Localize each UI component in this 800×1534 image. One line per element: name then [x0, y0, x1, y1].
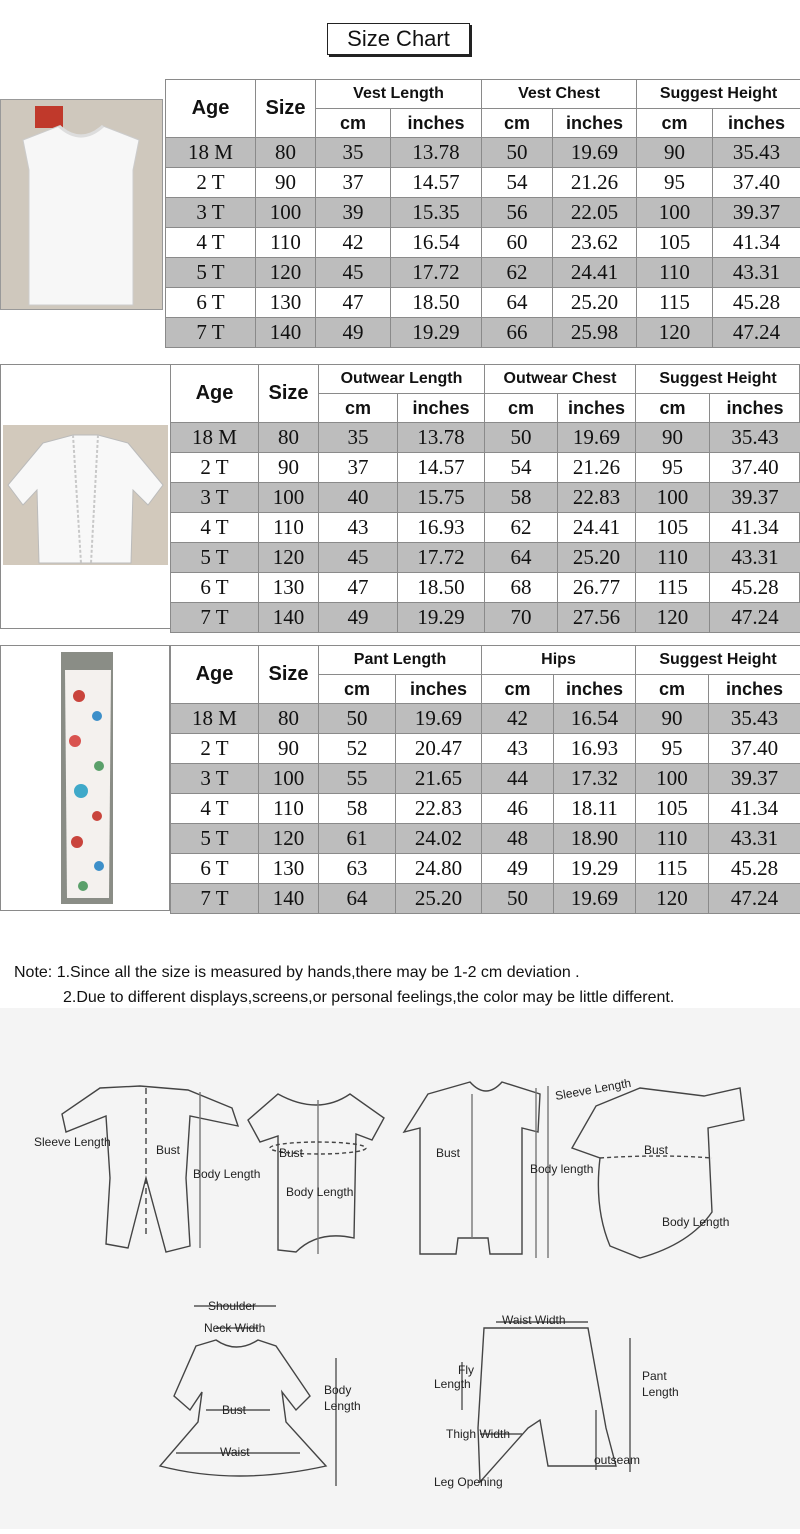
table-cell: 4 T	[171, 794, 259, 824]
unit-header: inches	[710, 394, 800, 423]
unit-header: inches	[554, 675, 636, 704]
table-cell: 23.62	[553, 228, 637, 258]
table-cell: 24.80	[396, 854, 482, 884]
table-cell: 100	[256, 198, 316, 228]
unit-header: inches	[553, 109, 637, 138]
table-cell: 54	[485, 453, 558, 483]
group-header: Vest Chest	[482, 80, 637, 109]
table-cell: 2 T	[171, 453, 259, 483]
table-cell: 35	[316, 138, 391, 168]
table-cell: 7 T	[171, 603, 259, 633]
pants-thigh-label: Thigh Width	[446, 1427, 510, 1441]
table-row	[166, 258, 800, 288]
table-row	[171, 453, 800, 483]
romper-body-label: Body Length	[193, 1167, 260, 1181]
group-header: Vest Length	[316, 80, 482, 109]
table-cell: 70	[485, 603, 558, 633]
dress-body-label: Body	[324, 1383, 351, 1397]
table-row	[171, 854, 800, 884]
table-cell: 130	[256, 288, 316, 318]
table-cell: 6 T	[171, 854, 259, 884]
group-header: Outwear Length	[319, 365, 485, 394]
white-sleeveless-vest-icon	[1, 100, 162, 309]
table-cell: 62	[485, 513, 558, 543]
size-chart-title: Size Chart	[327, 23, 470, 55]
table-cell: 13.78	[391, 138, 482, 168]
table-row	[171, 704, 800, 734]
table-cell: 105	[636, 513, 710, 543]
table-cell: 44	[482, 764, 554, 794]
table-cell: 7 T	[171, 884, 259, 914]
table-cell: 4 T	[171, 513, 259, 543]
shortall-outline-icon	[404, 1082, 540, 1258]
kimono-bust-label: Bust	[644, 1143, 669, 1157]
group-header: Suggest Height	[637, 80, 800, 109]
table-cell: 110	[259, 794, 319, 824]
table-cell: 130	[259, 573, 319, 603]
table-cell: 4 T	[166, 228, 256, 258]
table-row	[166, 198, 800, 228]
table-cell: 50	[319, 704, 396, 734]
dress-shoulder-label: Shoulder	[208, 1299, 256, 1313]
table-cell: 110	[636, 543, 710, 573]
table-cell: 27.56	[558, 603, 636, 633]
table-row	[171, 603, 800, 633]
table-cell: 43.31	[710, 543, 800, 573]
table-cell: 37.40	[709, 734, 800, 764]
shortall-bust-label: Bust	[436, 1146, 461, 1160]
romper-sleeve-label: Sleeve Length	[34, 1135, 111, 1149]
table-cell: 16.54	[554, 704, 636, 734]
measurement-diagram-svg	[0, 1008, 800, 1529]
bodysuit-outline-icon	[248, 1094, 384, 1254]
table-cell: 19.69	[396, 704, 482, 734]
table-cell: 19.29	[398, 603, 485, 633]
table-cell: 24.02	[396, 824, 482, 854]
table-cell: 100	[636, 483, 710, 513]
table-cell: 37	[316, 168, 391, 198]
size-header: Size	[259, 646, 319, 704]
table-cell: 55	[319, 764, 396, 794]
table-cell: 60	[482, 228, 553, 258]
table-cell: 62	[482, 258, 553, 288]
table-cell: 90	[636, 423, 710, 453]
table-cell: 43.31	[709, 824, 800, 854]
table-cell: 19.69	[553, 138, 637, 168]
table-cell: 80	[259, 423, 319, 453]
unit-header: inches	[396, 675, 482, 704]
vest-size-table	[165, 79, 800, 348]
table-cell: 64	[319, 884, 396, 914]
unit-header: cm	[316, 109, 391, 138]
table-cell: 100	[636, 764, 709, 794]
pants-fly-length-label: Length	[434, 1377, 471, 1391]
table-cell: 42	[482, 704, 554, 734]
table-cell: 120	[636, 603, 710, 633]
table-cell: 16.93	[398, 513, 485, 543]
size-header: Size	[259, 365, 319, 423]
note-line-1: Note: 1.Since all the size is measured by hands,there may be 1-2 cm deviation .	[14, 960, 674, 985]
pants-outseam-label: outseam	[594, 1453, 640, 1467]
table-cell: 16.54	[391, 228, 482, 258]
table-cell: 42	[316, 228, 391, 258]
table-cell: 24.41	[553, 258, 637, 288]
table-cell: 105	[636, 794, 709, 824]
pants-leg-opening-label: Leg Opening	[434, 1475, 503, 1489]
unit-header: inches	[713, 109, 800, 138]
table-cell: 95	[636, 453, 710, 483]
table-cell: 25.20	[553, 288, 637, 318]
pants-waist-label: Waist Width	[502, 1313, 566, 1327]
table-cell: 18 M	[171, 704, 259, 734]
table-cell: 61	[319, 824, 396, 854]
table-cell: 35.43	[713, 138, 800, 168]
table-cell: 45	[316, 258, 391, 288]
table-cell: 90	[636, 704, 709, 734]
table-cell: 2 T	[171, 734, 259, 764]
table-cell: 39.37	[713, 198, 800, 228]
table-row	[171, 764, 800, 794]
table-row	[166, 288, 800, 318]
floral-pants-icon	[1, 646, 169, 910]
unit-header: cm	[482, 109, 553, 138]
table-cell: 5 T	[171, 543, 259, 573]
table-cell: 18.90	[554, 824, 636, 854]
pants-pant-label: Pant	[642, 1369, 667, 1383]
table-cell: 49	[316, 318, 391, 348]
table-cell: 41.34	[709, 794, 800, 824]
table-cell: 58	[485, 483, 558, 513]
table-cell: 50	[482, 138, 553, 168]
table-cell: 140	[259, 603, 319, 633]
table-cell: 115	[636, 854, 709, 884]
group-header: Suggest Height	[636, 365, 800, 394]
table-cell: 35.43	[710, 423, 800, 453]
kimono-body-label: Body Length	[662, 1215, 729, 1229]
pants-pant-length-label: Length	[642, 1385, 679, 1399]
table-cell: 110	[636, 824, 709, 854]
table-cell: 6 T	[171, 573, 259, 603]
table-cell: 90	[637, 138, 713, 168]
table-cell: 95	[637, 168, 713, 198]
outwear-size-section	[0, 364, 800, 629]
unit-header: inches	[398, 394, 485, 423]
romper-bust-label: Bust	[156, 1143, 181, 1157]
table-cell: 52	[319, 734, 396, 764]
table-row	[166, 138, 800, 168]
unit-header: cm	[636, 394, 710, 423]
table-cell: 47	[316, 288, 391, 318]
table-cell: 130	[259, 854, 319, 884]
table-cell: 43	[319, 513, 398, 543]
table-cell: 7 T	[166, 318, 256, 348]
table-cell: 47.24	[713, 318, 800, 348]
pants-fly-label: Fly	[458, 1363, 474, 1377]
table-cell: 39.37	[710, 483, 800, 513]
table-cell: 43	[482, 734, 554, 764]
table-cell: 120	[259, 824, 319, 854]
table-cell: 21.26	[558, 453, 636, 483]
table-cell: 90	[256, 168, 316, 198]
group-header: Outwear Chest	[485, 365, 636, 394]
table-cell: 95	[636, 734, 709, 764]
table-cell: 25.20	[396, 884, 482, 914]
unit-header: cm	[485, 394, 558, 423]
measurement-diagrams	[0, 1008, 800, 1529]
table-cell: 49	[319, 603, 398, 633]
group-header: Hips	[482, 646, 636, 675]
table-cell: 24.41	[558, 513, 636, 543]
table-cell: 47.24	[709, 884, 800, 914]
table-cell: 110	[637, 258, 713, 288]
dress-length-label: Length	[324, 1399, 361, 1413]
table-cell: 66	[482, 318, 553, 348]
unit-header: cm	[319, 394, 398, 423]
group-header: Suggest Height	[636, 646, 800, 675]
table-cell: 100	[259, 764, 319, 794]
unit-header: cm	[636, 675, 709, 704]
table-row	[171, 423, 800, 453]
table-cell: 115	[636, 573, 710, 603]
unit-header: cm	[637, 109, 713, 138]
table-cell: 47	[319, 573, 398, 603]
table-cell: 6 T	[166, 288, 256, 318]
table-cell: 18.50	[391, 288, 482, 318]
table-cell: 120	[256, 258, 316, 288]
table-row	[171, 734, 800, 764]
note-line-2: 2.Due to different displays,screens,or personal feelings,the color may be little different.	[14, 985, 674, 1010]
table-cell: 90	[259, 734, 319, 764]
table-cell: 19.29	[554, 854, 636, 884]
table-cell: 50	[485, 423, 558, 453]
table-cell: 18 M	[171, 423, 259, 453]
table-cell: 25.98	[553, 318, 637, 348]
table-cell: 22.05	[553, 198, 637, 228]
table-cell: 19.29	[391, 318, 482, 348]
table-cell: 56	[482, 198, 553, 228]
table-cell: 63	[319, 854, 396, 884]
table-cell: 18.50	[398, 573, 485, 603]
table-cell: 41.34	[713, 228, 800, 258]
table-cell: 140	[256, 318, 316, 348]
table-row	[171, 794, 800, 824]
table-cell: 2 T	[166, 168, 256, 198]
table-cell: 17.32	[554, 764, 636, 794]
table-cell: 54	[482, 168, 553, 198]
table-cell: 43.31	[713, 258, 800, 288]
table-row	[166, 168, 800, 198]
table-cell: 13.78	[398, 423, 485, 453]
table-cell: 110	[256, 228, 316, 258]
table-row	[171, 573, 800, 603]
unit-header: inches	[709, 675, 800, 704]
table-cell: 37.40	[713, 168, 800, 198]
table-cell: 14.57	[398, 453, 485, 483]
bodysuit-bust-label: Bust	[279, 1146, 304, 1160]
table-cell: 5 T	[166, 258, 256, 288]
table-row	[171, 824, 800, 854]
table-cell: 17.72	[398, 543, 485, 573]
table-row	[171, 513, 800, 543]
table-cell: 40	[319, 483, 398, 513]
table-cell: 100	[259, 483, 319, 513]
unit-header: inches	[391, 109, 482, 138]
dress-bust-label: Bust	[222, 1403, 247, 1417]
table-cell: 50	[482, 884, 554, 914]
table-cell: 17.72	[391, 258, 482, 288]
vest-product-photo	[0, 99, 163, 310]
table-cell: 16.93	[554, 734, 636, 764]
table-row	[166, 228, 800, 258]
age-header: Age	[171, 365, 259, 423]
table-cell: 39.37	[709, 764, 800, 794]
vest-size-section	[0, 79, 800, 349]
table-cell: 15.35	[391, 198, 482, 228]
size-header: Size	[256, 80, 316, 138]
table-cell: 45	[319, 543, 398, 573]
table-cell: 37.40	[710, 453, 800, 483]
table-cell: 35	[319, 423, 398, 453]
table-cell: 105	[637, 228, 713, 258]
table-cell: 25.20	[558, 543, 636, 573]
table-cell: 90	[259, 453, 319, 483]
table-cell: 14.57	[391, 168, 482, 198]
table-cell: 39	[316, 198, 391, 228]
table-cell: 41.34	[710, 513, 800, 543]
table-cell: 46	[482, 794, 554, 824]
table-cell: 110	[259, 513, 319, 543]
shortall-body-label: Body length	[530, 1162, 593, 1176]
table-cell: 48	[482, 824, 554, 854]
pants-size-section	[0, 645, 800, 911]
kimono-sleeve-label: Sleeve Length	[554, 1076, 632, 1103]
table-cell: 18 M	[166, 138, 256, 168]
pants-size-table	[170, 645, 800, 914]
outwear-size-table	[170, 364, 800, 633]
table-cell: 64	[482, 288, 553, 318]
table-cell: 68	[485, 573, 558, 603]
table-cell: 80	[256, 138, 316, 168]
table-cell: 100	[637, 198, 713, 228]
table-cell: 45.28	[709, 854, 800, 884]
table-cell: 58	[319, 794, 396, 824]
table-cell: 120	[637, 318, 713, 348]
table-cell: 115	[637, 288, 713, 318]
table-cell: 140	[259, 884, 319, 914]
table-cell: 45.28	[713, 288, 800, 318]
unit-header: cm	[319, 675, 396, 704]
table-cell: 21.65	[396, 764, 482, 794]
pants-product-photo	[0, 645, 170, 911]
table-cell: 15.75	[398, 483, 485, 513]
table-cell: 3 T	[171, 764, 259, 794]
bodysuit-body-label: Body Length	[286, 1185, 353, 1199]
table-cell: 37	[319, 453, 398, 483]
measurement-notes	[14, 960, 674, 1010]
unit-header: inches	[558, 394, 636, 423]
table-cell: 22.83	[396, 794, 482, 824]
table-cell: 20.47	[396, 734, 482, 764]
outwear-image	[3, 425, 168, 565]
unit-header: cm	[482, 675, 554, 704]
age-header: Age	[166, 80, 256, 138]
table-cell: 120	[259, 543, 319, 573]
white-cardigan-icon	[3, 425, 168, 565]
table-row	[171, 884, 800, 914]
table-cell: 64	[485, 543, 558, 573]
table-cell: 3 T	[166, 198, 256, 228]
dress-neck-label: Neck Width	[204, 1321, 265, 1335]
table-cell: 35.43	[709, 704, 800, 734]
table-cell: 47.24	[710, 603, 800, 633]
dress-waist-label: Waist	[220, 1445, 250, 1459]
table-cell: 22.83	[558, 483, 636, 513]
table-cell: 5 T	[171, 824, 259, 854]
table-cell: 120	[636, 884, 709, 914]
table-cell: 45.28	[710, 573, 800, 603]
table-cell: 3 T	[171, 483, 259, 513]
table-row	[171, 483, 800, 513]
age-header: Age	[171, 646, 259, 704]
table-cell: 26.77	[558, 573, 636, 603]
table-cell: 21.26	[553, 168, 637, 198]
table-row	[171, 543, 800, 573]
table-cell: 80	[259, 704, 319, 734]
table-cell: 19.69	[558, 423, 636, 453]
group-header: Pant Length	[319, 646, 482, 675]
table-row	[166, 318, 800, 348]
table-cell: 18.11	[554, 794, 636, 824]
table-cell: 19.69	[554, 884, 636, 914]
table-cell: 49	[482, 854, 554, 884]
